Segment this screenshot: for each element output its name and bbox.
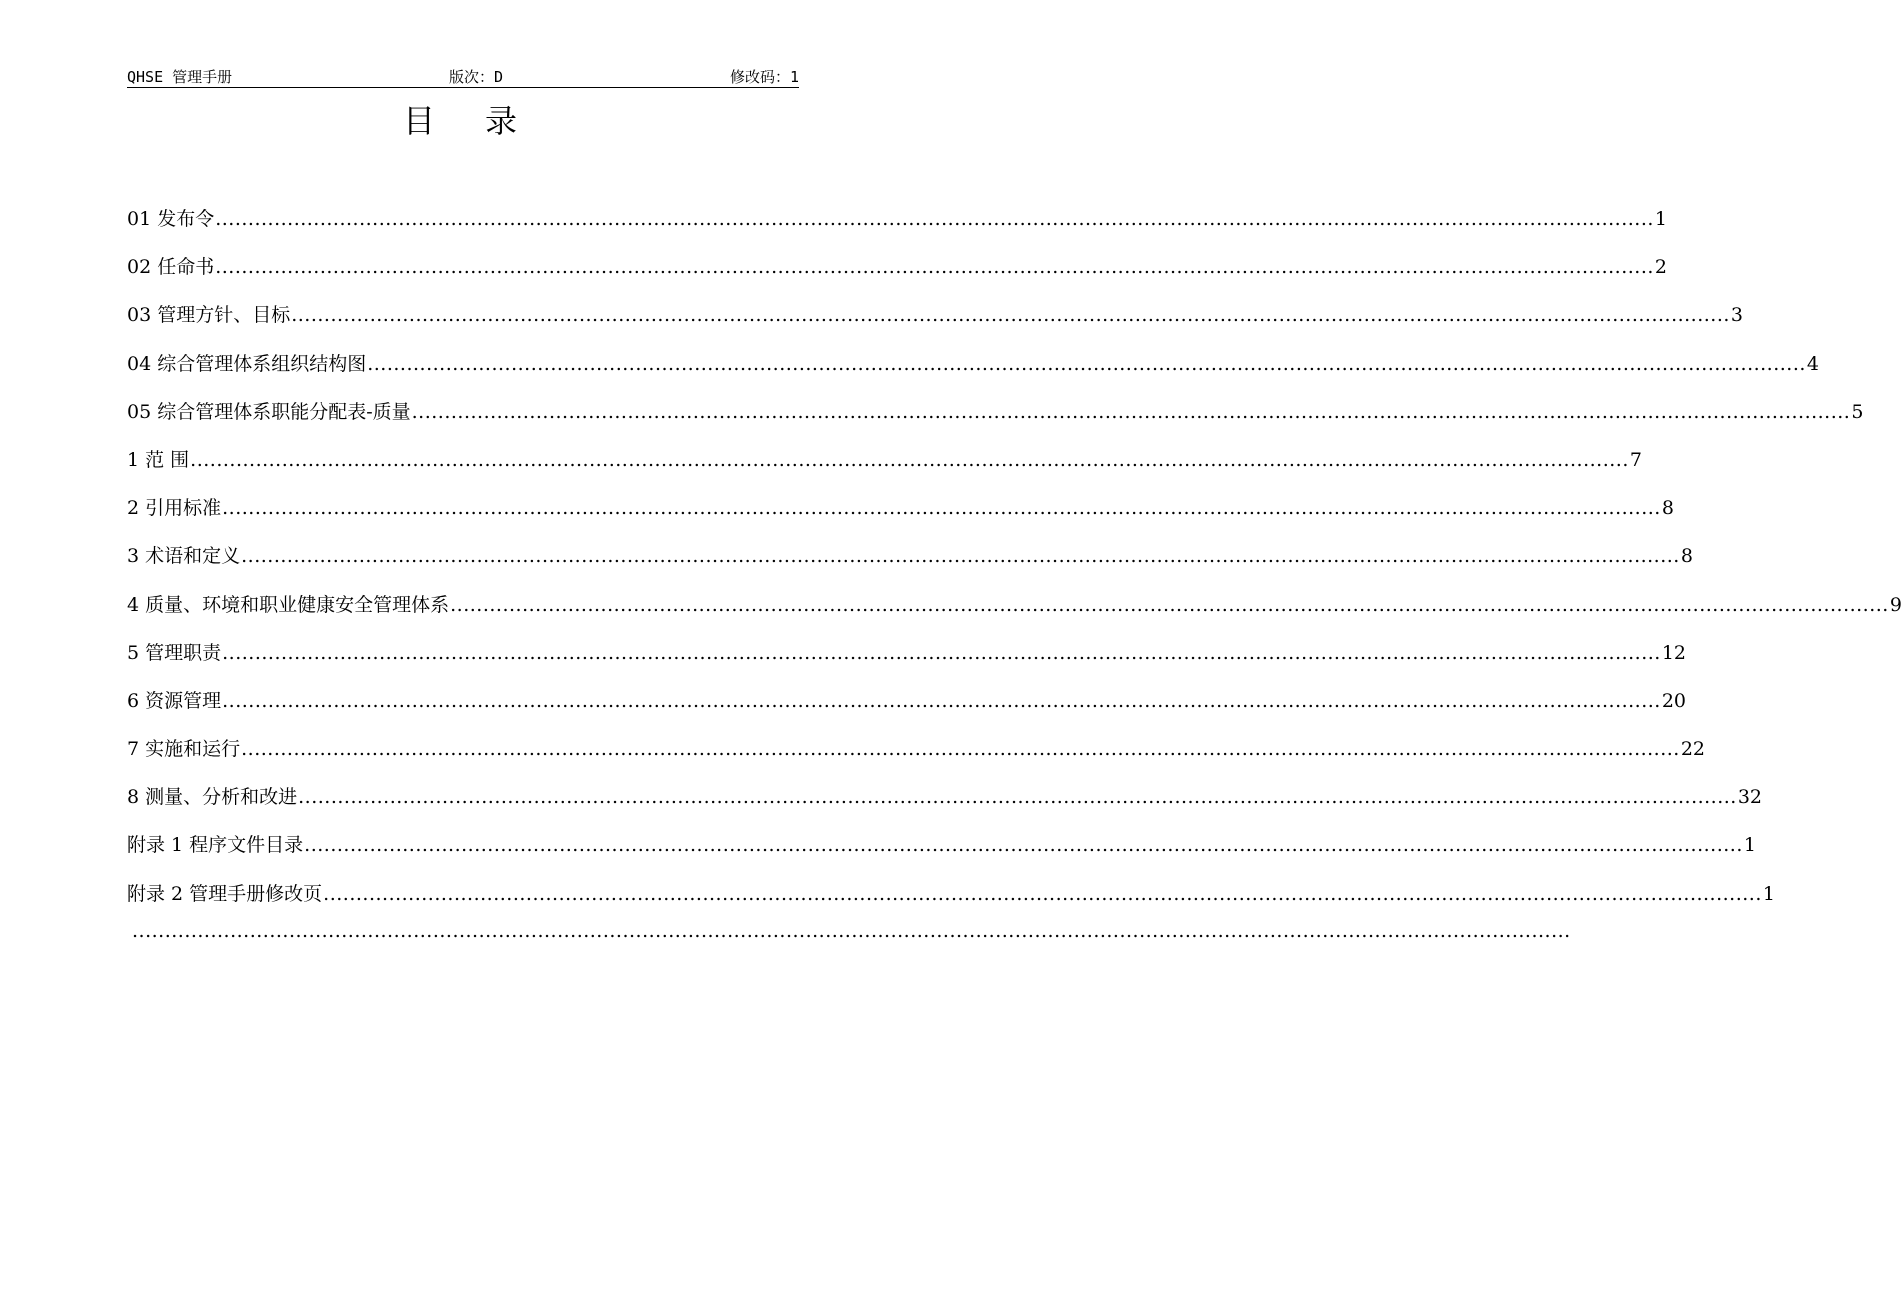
toc-dot-leader: ............................................................................................................................................................................................................................ bbox=[241, 545, 1680, 568]
toc-entry-page-number: 4 bbox=[1806, 352, 1820, 375]
toc-entry-label: 5 管理职责 bbox=[127, 641, 222, 664]
toc-dot-leader: ............................................................................................................................................................................................................................ bbox=[323, 882, 1762, 905]
toc-dot-leader: ............................................................................................................................................................................................................................ bbox=[291, 304, 1730, 327]
toc-dot-leader: ............................................................................................................................................................................................................................ bbox=[222, 689, 1661, 712]
toc-dot-leader: ............................................................................................................................................................................................................................ bbox=[215, 208, 1654, 230]
toc-dot-leader: ............................................................................................................................................................................................................................ bbox=[304, 834, 1743, 857]
toc-entry-label: 04 综合管理体系组织结构图 bbox=[127, 352, 367, 375]
page-title: 目录 bbox=[402, 102, 567, 140]
toc-dot-leader: ............................................................................................................................................................................................................................ bbox=[190, 448, 1629, 471]
header-edition: 版次：D bbox=[449, 68, 504, 86]
toc-entry[interactable] bbox=[127, 781, 1763, 829]
toc-entry-label: 2 引用标准 bbox=[127, 497, 222, 520]
toc-entry-label: 附录 2 管理手册修改页 bbox=[127, 882, 323, 905]
toc-entry[interactable] bbox=[127, 829, 1756, 877]
toc-entry-page-number: 5 bbox=[1851, 400, 1864, 423]
toc-entry-label: 6 资源管理 bbox=[127, 689, 222, 712]
toc-entry[interactable] bbox=[127, 444, 1642, 492]
toc-entry-label: 3 术语和定义 bbox=[127, 545, 241, 568]
toc-entry-page-number: 9 bbox=[1889, 593, 1902, 616]
toc-entry-page-number: 8 bbox=[1661, 497, 1674, 520]
toc-entry[interactable] bbox=[127, 733, 1706, 781]
header-revision-code: 修改码：1 bbox=[729, 68, 799, 86]
toc-entry-label: 4 质量、环境和职业健康安全管理体系 bbox=[127, 593, 450, 616]
page-header bbox=[127, 67, 799, 88]
trailing-dot-leader: ............................................................................................................................................................................................................................ bbox=[132, 920, 1571, 942]
toc-entry-page-number: 1 bbox=[1743, 834, 1756, 857]
toc-dot-leader: ............................................................................................................................................................................................................................ bbox=[411, 400, 1851, 423]
toc-dot-leader: ............................................................................................................................................................................................................................ bbox=[241, 738, 1680, 761]
toc-entry-page-number: 1 bbox=[1654, 208, 1668, 230]
toc-entry-page-number: 8 bbox=[1680, 545, 1693, 568]
toc-entry-page-number: 22 bbox=[1680, 738, 1706, 761]
toc-dot-leader: ............................................................................................................................................................................................................................ bbox=[215, 256, 1654, 279]
toc-entry[interactable] bbox=[127, 540, 1693, 588]
toc-dot-leader: ............................................................................................................................................................................................................................ bbox=[367, 352, 1806, 375]
toc-entry[interactable] bbox=[127, 203, 1668, 251]
toc-entry-page-number: 7 bbox=[1629, 448, 1642, 471]
toc-entry-page-number: 32 bbox=[1737, 786, 1763, 809]
toc-entry-label: 附录 1 程序文件目录 bbox=[127, 834, 304, 857]
toc-entry-page-number: 1 bbox=[1762, 882, 1775, 905]
toc-entry[interactable] bbox=[127, 589, 1902, 637]
toc-entry-label: 1 范 围 bbox=[127, 448, 190, 471]
toc-entry-page-number: 20 bbox=[1661, 689, 1687, 712]
toc-dot-leader: ............................................................................................................................................................................................................................ bbox=[222, 497, 1661, 520]
toc-entry-label: 8 测量、分析和改进 bbox=[127, 786, 298, 809]
toc-entry-label: 02 任命书 bbox=[127, 256, 215, 279]
toc-entry[interactable] bbox=[127, 396, 1864, 444]
toc-entry-page-number: 2 bbox=[1654, 256, 1668, 279]
toc-entry[interactable] bbox=[127, 299, 1744, 347]
toc-entry-label: 01 发布令 bbox=[127, 208, 215, 230]
toc-entry-label: 03 管理方针、目标 bbox=[127, 304, 291, 327]
toc-entry[interactable] bbox=[127, 685, 1687, 733]
toc-entry[interactable] bbox=[127, 492, 1674, 540]
toc-dot-leader: ............................................................................................................................................................................................................................ bbox=[298, 786, 1737, 809]
toc-entry[interactable] bbox=[127, 637, 1687, 685]
table-of-contents bbox=[127, 203, 1902, 926]
toc-dot-leader: ............................................................................................................................................................................................................................ bbox=[222, 641, 1661, 664]
toc-entry-page-number: 12 bbox=[1661, 641, 1687, 664]
toc-dot-leader: ............................................................................................................................................................................................................................ bbox=[450, 593, 1889, 616]
toc-entry[interactable] bbox=[127, 348, 1820, 396]
toc-entry-label: 7 实施和运行 bbox=[127, 738, 241, 761]
toc-entry[interactable] bbox=[127, 251, 1668, 299]
header-manual-name: QHSE 管理手册 bbox=[127, 68, 233, 86]
toc-entry-page-number: 3 bbox=[1730, 304, 1744, 327]
toc-entry-label: 05 综合管理体系职能分配表-质量 bbox=[127, 400, 411, 423]
